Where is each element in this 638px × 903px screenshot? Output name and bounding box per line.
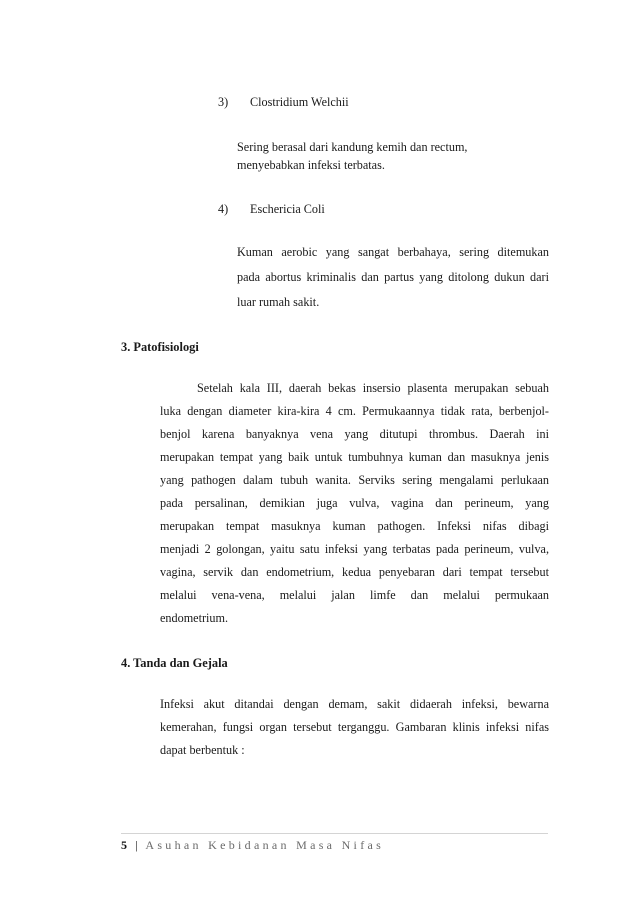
- paragraph-line: merupakan tempat masuknya kuman pathogen. Infeksi nifas dibagi: [160, 519, 549, 533]
- footer-title: Asuhan Kebidanan Masa Nifas: [145, 838, 385, 852]
- paragraph-line: luka dengan diameter kira-kira 4 cm. Permukaannya tidak rata, berbenjol-: [160, 404, 549, 418]
- paragraph-line: merupakan tempat yang baik untuk tumbuhnya kuman dan masuknya jenis: [160, 450, 549, 464]
- list-item-description: menyebabkan infeksi terbatas.: [237, 158, 385, 172]
- footer-separator: |: [135, 838, 138, 852]
- paragraph-line: menjadi 2 golongan, yaitu satu infeksi yang terbatas pada perineum, vulva,: [160, 542, 549, 556]
- page-footer: [121, 837, 384, 853]
- section-heading: 3. Patofisiologi: [121, 340, 199, 354]
- paragraph-line: Infeksi akut ditandai dengan demam, sakit didaerah infeksi, bewarna: [160, 697, 549, 711]
- list-item-description: luar rumah sakit.: [237, 295, 320, 309]
- list-item-number: 3): [218, 95, 229, 109]
- paragraph-line: dapat berbentuk :: [160, 743, 245, 757]
- list-item-title: Clostridium Welchii: [250, 95, 349, 109]
- paragraph-line: Setelah kala III, daerah bekas insersio plasenta merupakan sebuah: [197, 381, 549, 395]
- list-item-description: Kuman aerobic yang sangat berbahaya, sering ditemukan: [237, 245, 549, 259]
- paragraph-line: vagina, servik dan endometrium, kedua penyebaran dari tempat tersebut: [160, 565, 549, 579]
- list-item-number: 4): [218, 202, 229, 216]
- paragraph-line: melalui vena-vena, melalui jalan limfe dan melalui permukaan: [160, 588, 549, 602]
- paragraph-line: endometrium.: [160, 611, 229, 625]
- footer-divider: [121, 833, 548, 834]
- section-heading: 4. Tanda dan Gejala: [121, 656, 228, 670]
- list-item-description: pada abortus kriminalis dan partus yang ditolong dukun dari: [237, 270, 549, 284]
- paragraph-line: kemerahan, fungsi organ tersebut terganggu. Gambaran klinis infeksi nifas: [160, 720, 549, 734]
- paragraph-line: benjol karena banyaknya vena yang ditutupi thrombus. Daerah ini: [160, 427, 549, 441]
- list-item-title: Eschericia Coli: [250, 202, 325, 216]
- paragraph-line: pada persalinan, demikian juga vulva, vagina dan perineum, yang: [160, 496, 549, 510]
- page-number: 5: [121, 838, 127, 852]
- list-item-description: Sering berasal dari kandung kemih dan rectum,: [237, 140, 468, 154]
- paragraph-line: yang pathogen dalam tubuh wanita. Serviks sering mengalami perlukaan: [160, 473, 549, 487]
